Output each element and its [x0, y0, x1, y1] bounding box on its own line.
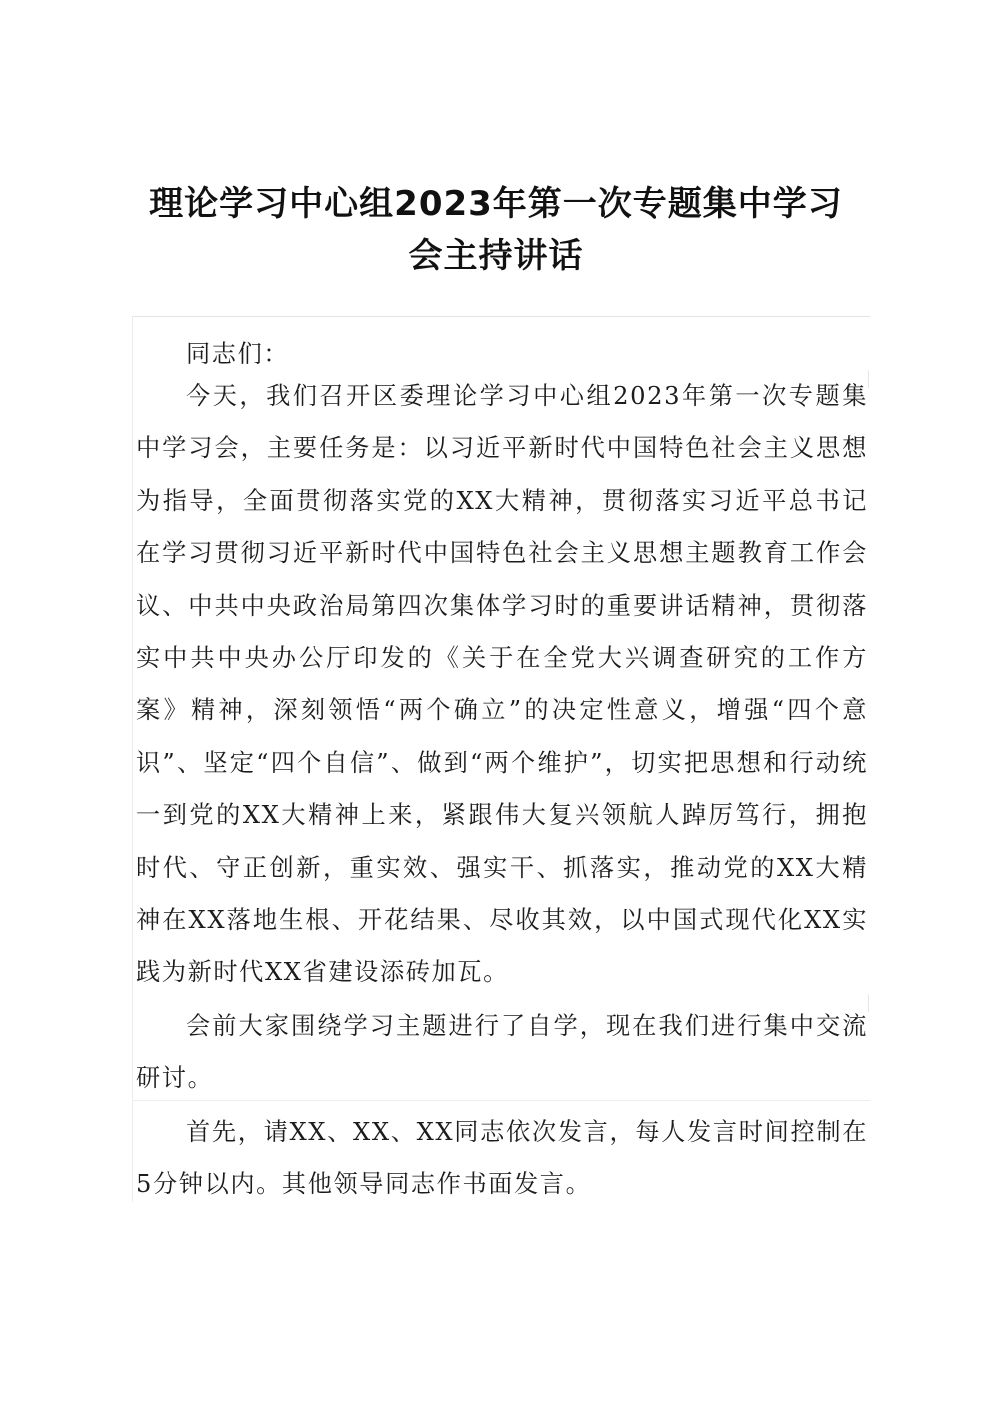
- frame-tick-right-lower: [868, 994, 869, 1012]
- first-speakers-paragraph: 首先，请XX、XX、XX同志依次发言，每人发言时间控制在5分钟以内。其他领导同志作书面发言。: [136, 1118, 868, 1199]
- document-title-line-1: 理论学习中心组2023年第一次专题集中学习: [149, 183, 843, 224]
- greeting-paragraph: 同志们：: [186, 340, 290, 368]
- frame-tick-right-upper: [868, 370, 869, 388]
- document-title: [120, 178, 872, 282]
- document-title-line-2: 会主持讲话: [408, 235, 584, 276]
- frame-border-top: [132, 316, 870, 317]
- discussion-paragraph: 会前大家围绕学习主题进行了自学，现在我们进行集中交流研讨。: [136, 1012, 868, 1093]
- frame-border-left: [132, 316, 133, 1202]
- intro-paragraph: 今天，我们召开区委理论学习中心组2023年第一次专题集中学习会，主要任务是：以习近平新时代中国特色社会主义思想为指导，全面贯彻落实党的XX大精神，贯彻落实习近平总书记在学习贯彻习近平新时代中国特色社会主义思想主题教育工作会议、中共中央政治局第四次集体学习时的重要讲话精神，贯彻落实中共中央办公厅印发的《关于在全党大兴调查研究的工作方案》精神，深刻领悟“两个确立”的决定性意义，增强“四个意识”、坚定“四个自信”、做到“两个维护”，切实把思想和行动统一到党的XX大精神上来，紧跟伟大复兴领航人踔厉笃行，拥抱时代、守正创新，重实效、强实干、抓落实，推动党的XX大精神在XX落地生根、开花结果、尽收其效，以中国式现代化XX实践为新时代XX省建设添砖加瓦。: [136, 382, 868, 987]
